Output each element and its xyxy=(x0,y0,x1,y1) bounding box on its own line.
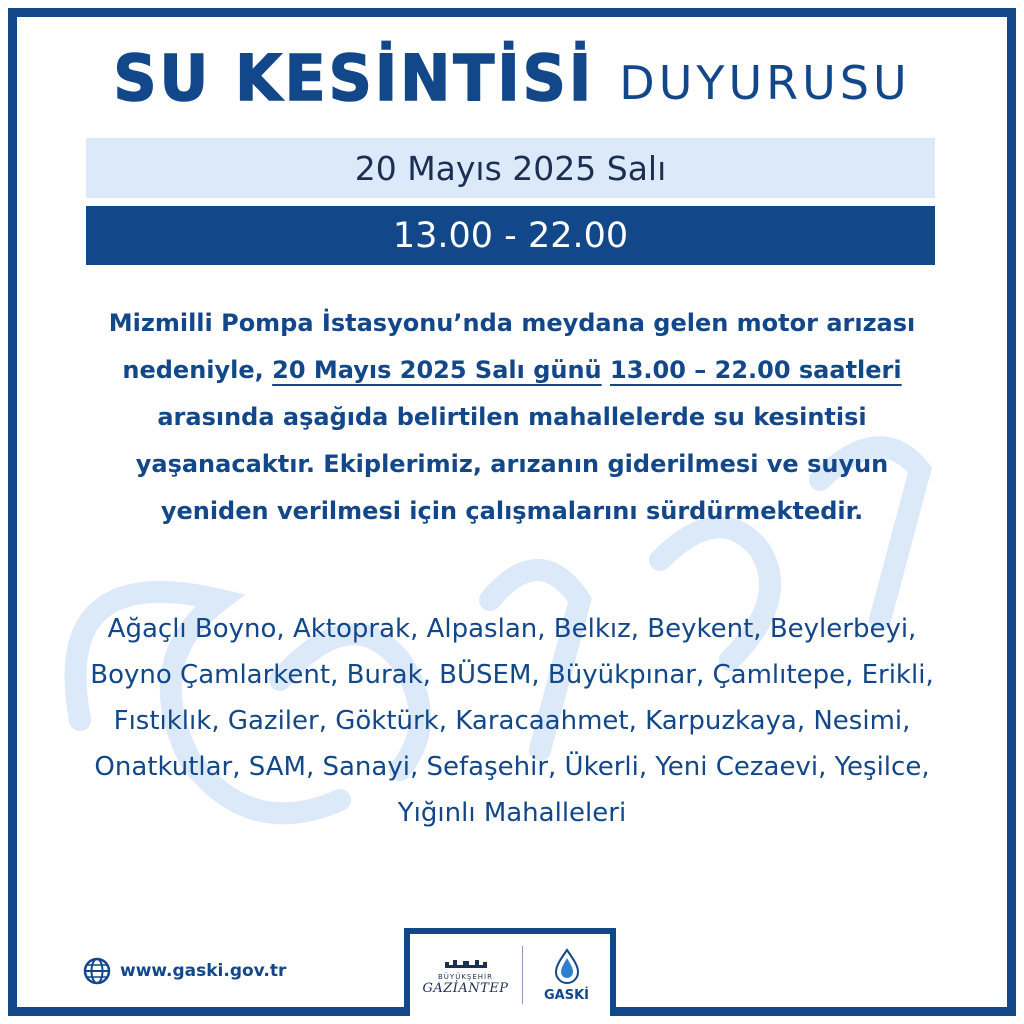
website-text: www.gaski.gov.tr xyxy=(120,961,287,981)
water-drop-icon xyxy=(552,948,582,984)
notice-paragraph xyxy=(80,300,944,535)
notice-text-2: arasında aşağıda belirtilen mahallelerde su kesintisi yaşanacaktır. Ekiplerimiz, arızanın giderilmesi ve suyun yeniden verilmesi için çalışmalarını sürdürmektedir. xyxy=(135,403,889,525)
notice-text-1: Mizmilli Pompa İstasyonu’nda meydana gelen motor arızası nedeniyle, xyxy=(108,309,916,384)
header-title xyxy=(0,44,1024,114)
notice-time-underline: 13.00 – 22.00 saatleri xyxy=(610,356,902,384)
time-bar: 13.00 - 22.00 xyxy=(86,206,935,265)
globe-icon xyxy=(82,956,112,986)
date-bar: 20 Mayıs 2025 Salı xyxy=(86,138,935,198)
castle-icon xyxy=(443,957,489,969)
logo-divider xyxy=(522,946,523,1004)
notice-date-underline: 20 Mayıs 2025 Salı günü xyxy=(272,356,602,384)
title-sub: DUYURUSU xyxy=(619,56,911,110)
gaziantep-logo xyxy=(418,954,514,996)
gaski-logo-text: GASKİ xyxy=(543,987,589,1003)
logo-box xyxy=(404,928,616,1016)
district-list: Ağaçlı Boyno, Aktoprak, Alpaslan, Belkız, Beykent, Beylerbeyi, Boyno Çamlarkent, Burak, BÜSEM, Büyükpınar, Çamlıtepe, Erikli, Fıstıklık, Gaziler, Göktürk, Karacaahmet, Karpuzkaya, Nesimi, Onatkutlar, SAM, Sanayi, Sefaşehir, Ükerli, Yeni Cezaevi, Yeşilce, Yığınlı Mahalleleri xyxy=(90,614,934,828)
gaziantep-logo-small: BÜYÜKŞEHİR xyxy=(438,973,493,981)
gaziantep-logo-text: GAZİANTEP xyxy=(422,981,509,996)
gaski-logo xyxy=(531,948,603,1003)
website-link[interactable] xyxy=(82,956,286,986)
title-main: SU KESİNTİSİ xyxy=(113,42,595,116)
